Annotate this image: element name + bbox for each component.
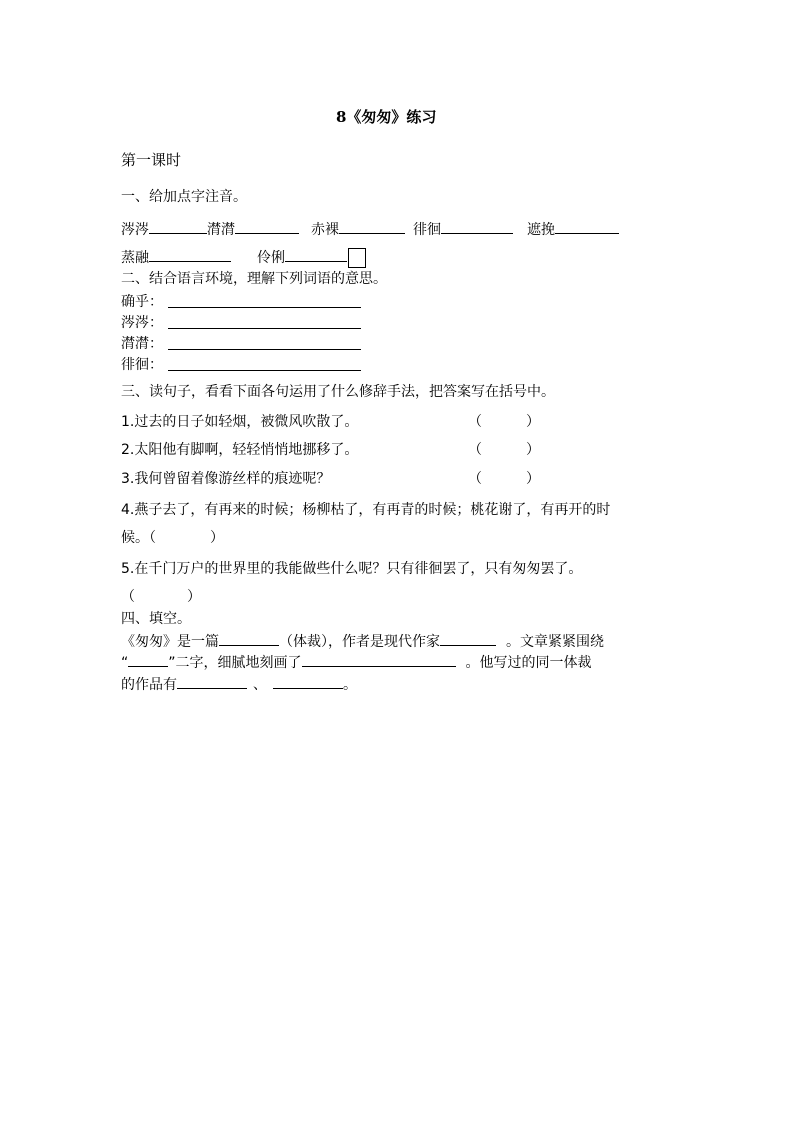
fill-line-2	[121, 652, 592, 672]
answer-blank[interactable]	[441, 219, 513, 234]
section2-heading: 二、结合语言环境，理解下列词语的意思。	[121, 271, 387, 287]
question-4-line-2	[121, 529, 224, 547]
author-blank[interactable]	[440, 631, 496, 646]
answer-blank[interactable]	[149, 219, 207, 234]
answer-blank[interactable]	[555, 219, 619, 234]
question-5-answer	[121, 588, 201, 606]
paren-open: （	[149, 530, 156, 546]
question-4-line-1: 4.燕子去了，有再来的时候；杨柳枯了，有再青的时候；桃花谢了，有再开的时	[121, 502, 611, 518]
answer-line[interactable]	[168, 328, 361, 329]
paren-close: ）	[210, 530, 224, 546]
work-blank-2[interactable]	[273, 674, 343, 689]
word-shanshan: 潸潸	[207, 222, 235, 238]
work-blank-1[interactable]	[177, 674, 247, 689]
fill-text: 、	[253, 677, 267, 693]
question-5: 5.在千门万户的世界里的我能做些什么呢？只有徘徊罢了，只有匆匆罢了。	[121, 561, 583, 577]
def-label-paihuai: 徘徊：	[121, 357, 163, 373]
fill-text: 。	[343, 677, 357, 693]
paren-close: ）	[187, 589, 201, 605]
word-zhewan: 遮挽	[527, 222, 555, 238]
paren-open: （	[468, 414, 482, 430]
def-label-cencen: 涔涔：	[121, 315, 163, 331]
lesson-label: 第一课时	[121, 151, 182, 169]
fill-text: 。文章紧紧围绕	[506, 634, 604, 650]
fill-text: 《匆匆》是一篇	[121, 634, 219, 650]
question-4-tail: 候。	[121, 530, 149, 546]
pinyin-row-1	[121, 219, 619, 239]
fill-text: （体裁），作者是现代作家	[279, 634, 440, 650]
paren-open: （	[468, 471, 482, 487]
question-1: 1.过去的日子如轻烟，被微风吹散了。	[121, 414, 359, 430]
answer-blank[interactable]	[235, 219, 299, 234]
word-paihuai: 徘徊	[413, 222, 441, 238]
word-lingli: 伶俐	[257, 250, 285, 266]
answer-blank[interactable]	[285, 247, 347, 262]
fill-text: 的作品有	[121, 677, 177, 693]
fill-text: “	[121, 655, 129, 671]
paren-close: ）	[526, 471, 540, 487]
paren-open: （	[121, 589, 135, 605]
answer-line[interactable]	[168, 370, 361, 371]
word-chiluo: 赤裸	[311, 222, 339, 238]
keyword-blank[interactable]	[128, 652, 168, 667]
word-cencen: 涔涔	[121, 222, 149, 238]
word-zhengrong: 蒸融	[121, 250, 149, 266]
question-3: 3.我何曾留着像游丝样的痕迹呢？	[121, 471, 331, 487]
def-label-quehu: 确乎：	[121, 294, 163, 310]
section3-heading: 三、读句子，看看下面各句运用了什么修辞手法，把答案写在括号中。	[121, 384, 555, 400]
fill-line-1	[121, 631, 604, 651]
section4-heading: 四、填空。	[121, 611, 191, 627]
paren-open: （	[468, 442, 482, 458]
answer-box[interactable]	[348, 248, 366, 268]
answer-line[interactable]	[168, 349, 361, 350]
fill-line-3	[121, 674, 357, 694]
answer-line[interactable]	[168, 307, 361, 308]
page-title: 8《匆匆》练习	[336, 108, 437, 126]
section1-heading: 一、给加点字注音。	[121, 189, 247, 205]
fill-text: ”二字，细腻地刻画了	[168, 655, 302, 671]
pinyin-row-2	[121, 247, 366, 268]
answer-blank[interactable]	[149, 247, 231, 262]
theme-blank[interactable]	[302, 652, 456, 667]
genre-blank[interactable]	[219, 631, 279, 646]
paren-close: ）	[526, 442, 540, 458]
question-2: 2.太阳他有脚啊，轻轻悄悄地挪移了。	[121, 442, 359, 458]
paren-close: ）	[526, 414, 540, 430]
fill-text: 。他写过的同一体裁	[465, 655, 592, 671]
def-label-shanshan: 潸潸：	[121, 336, 163, 352]
answer-blank[interactable]	[339, 219, 405, 234]
